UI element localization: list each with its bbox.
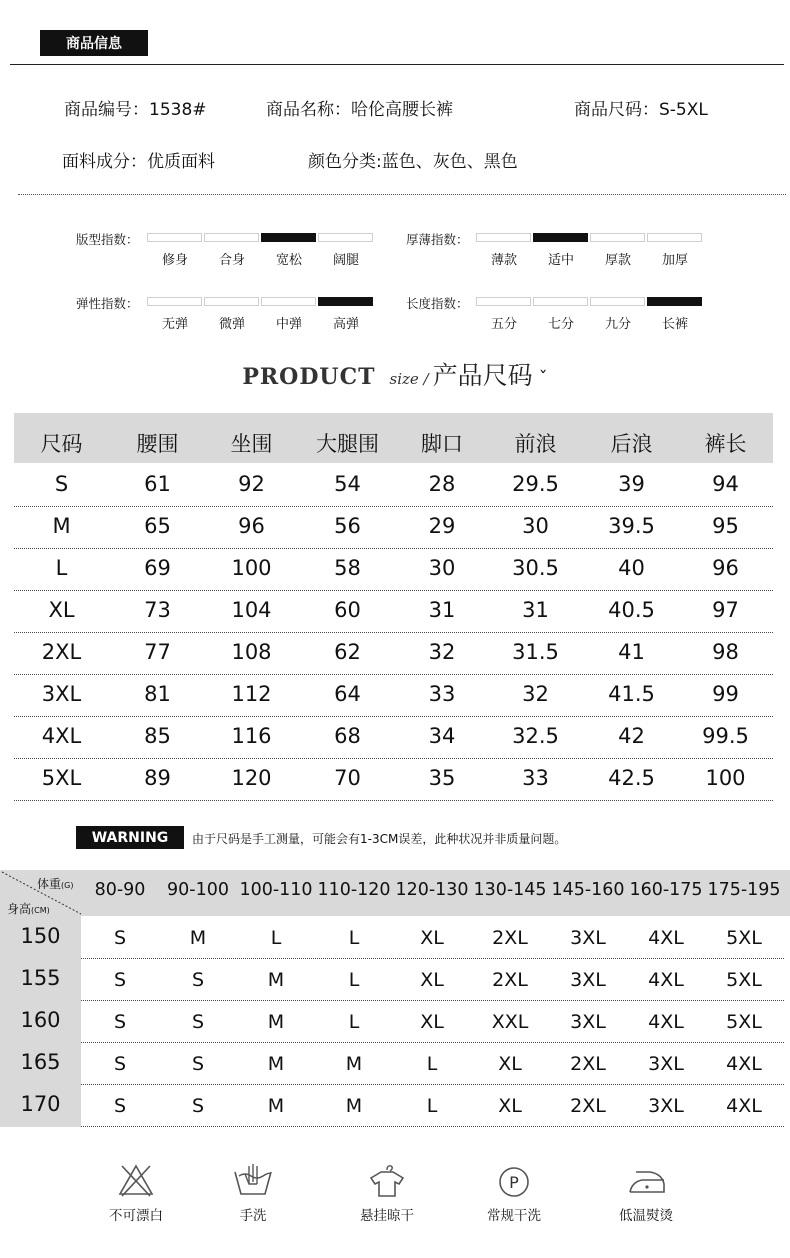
size-table-cell: 28 (428, 472, 456, 496)
care-label: 不可漂白 (109, 1208, 163, 1224)
product-size-range: 商品尺码：S-5XL (574, 100, 708, 120)
index-option-label: 中弹 (275, 317, 302, 332)
care-hang-dry (337, 1162, 437, 1224)
svg-text:P: P (509, 1173, 519, 1192)
height-axis-label (7, 900, 50, 917)
recommended-size-cell: 2XL (492, 969, 528, 991)
recommended-size-cell: 5XL (726, 969, 762, 991)
index-bar-selected (647, 297, 702, 306)
recommended-size-cell: L (348, 969, 360, 991)
size-table-cell: 30 (428, 556, 456, 580)
size-table-cell: 99 (712, 682, 739, 706)
recommended-size-cell: S (113, 1053, 127, 1075)
weight-range-header: 100-110 (239, 880, 313, 900)
size-label-cell: M (52, 514, 71, 538)
weight-range-header: 90-100 (167, 880, 229, 900)
recommended-size-cell: L (348, 927, 360, 949)
index-bar (261, 297, 316, 306)
size-table-cell: 64 (334, 682, 361, 706)
index-bar (204, 233, 259, 242)
hw-table-row-divider (81, 1000, 784, 1001)
index-option-label: 加厚 (661, 253, 688, 268)
size-table-cell: 96 (712, 556, 739, 580)
weight-range-header: 160-175 (629, 880, 703, 900)
recommended-size-cell: 3XL (570, 1011, 606, 1033)
index-option-label: 五分 (490, 317, 517, 332)
size-table-cell: 94 (712, 472, 739, 496)
size-table-cell: 54 (334, 472, 361, 496)
hang-dry-icon (367, 1162, 407, 1198)
hand-wash-icon (231, 1162, 275, 1198)
size-label-cell: 4XL (41, 724, 82, 748)
size-table-row-divider (14, 506, 773, 507)
recommended-size-cell: 4XL (726, 1053, 762, 1075)
size-table-row-divider (14, 758, 773, 759)
weight-range-header: 175-195 (707, 880, 781, 900)
no-bleach-icon (116, 1162, 156, 1198)
height-row-header: 150 (20, 924, 61, 948)
recommended-size-cell: XL (420, 969, 444, 991)
recommended-size-cell: 5XL (726, 927, 762, 949)
size-table-cell: 108 (231, 640, 272, 664)
recommended-size-cell: M (345, 1053, 363, 1075)
size-table-cell: 89 (144, 766, 171, 790)
index-option-label: 适中 (547, 253, 574, 268)
recommended-size-cell: 2XL (570, 1095, 606, 1117)
recommended-size-cell: S (191, 969, 205, 991)
recommended-size-cell: S (113, 969, 127, 991)
size-table-cell: 116 (231, 724, 272, 748)
size-table-cell: 96 (238, 514, 265, 538)
size-table-cell: 98 (712, 640, 739, 664)
size-label-cell: 2XL (41, 640, 82, 664)
hw-table-row-divider (81, 1042, 784, 1043)
height-label: 身高 (7, 902, 32, 916)
index-bar-selected (318, 297, 373, 306)
header-divider (10, 64, 784, 65)
recommended-size-cell: S (191, 1011, 205, 1033)
size-table-cell: 100 (705, 766, 746, 790)
weight-label: 体重 (37, 877, 62, 891)
size-table-row-divider (14, 590, 773, 591)
size-table-row-divider (14, 674, 773, 675)
heading-size: size / (389, 370, 429, 388)
index-bar (476, 233, 531, 242)
height-row-header: 165 (20, 1050, 61, 1074)
size-table-header: 坐围 (230, 432, 273, 456)
size-label-cell: XL (48, 598, 75, 622)
index-bar (147, 233, 202, 242)
recommended-size-cell: S (191, 1095, 205, 1117)
recommended-size-cell: L (348, 1011, 360, 1033)
index-bar-selected (261, 233, 316, 242)
size-table-cell: 39.5 (608, 514, 655, 538)
size-table-cell: 29 (428, 514, 456, 538)
index-option-label: 宽松 (275, 253, 302, 268)
warning-badge: WARNING (76, 826, 184, 849)
index-option-label: 九分 (604, 317, 631, 332)
warning-text: 由于尺码是手工测量，可能会有1-3CM误差，此种状况并非质量问题。 (192, 832, 567, 846)
size-table-cell: 56 (334, 514, 361, 538)
recommended-size-cell: 4XL (648, 969, 684, 991)
size-table-cell: 41.5 (608, 682, 655, 706)
index-bar-selected (533, 233, 588, 242)
recommended-size-cell: 2XL (570, 1053, 606, 1075)
size-table-header: 腰围 (136, 432, 179, 456)
recommended-size-cell: XL (498, 1053, 522, 1075)
recommended-size-cell: M (345, 1095, 363, 1117)
size-table-cell: 41 (618, 640, 645, 664)
size-table-cell: 100 (231, 556, 272, 580)
size-table-cell: 70 (334, 766, 361, 790)
size-table-cell: 33 (428, 682, 456, 706)
weight-range-header: 145-160 (551, 880, 625, 900)
recommended-size-cell: 5XL (726, 1011, 762, 1033)
height-row-header: 170 (20, 1092, 61, 1116)
recommended-size-cell: 3XL (648, 1053, 684, 1075)
dry-clean-icon (494, 1162, 534, 1198)
index-bar (647, 233, 702, 242)
recommended-size-cell: 2XL (492, 927, 528, 949)
size-label-cell: L (55, 556, 68, 580)
index-bar (590, 233, 645, 242)
size-table-cell: 31.5 (512, 640, 559, 664)
weight-unit: (G) (61, 881, 74, 890)
care-label: 常规干洗 (487, 1208, 541, 1224)
recommended-size-cell: M (267, 1095, 285, 1117)
index-option-label: 微弹 (218, 317, 245, 332)
size-table-cell: 97 (712, 598, 739, 622)
recommended-size-cell: 4XL (726, 1095, 762, 1117)
index-bar (476, 297, 531, 306)
index-bar (204, 297, 259, 306)
size-table-cell: 112 (231, 682, 272, 706)
size-table-cell: 81 (144, 682, 171, 706)
height-row-header: 155 (20, 966, 61, 990)
size-table-cell: 92 (238, 472, 265, 496)
size-table-cell: 39 (618, 472, 645, 496)
recommended-size-cell: XL (420, 1011, 444, 1033)
index-option-label: 阔腿 (332, 253, 359, 268)
recommended-size-cell: M (267, 1053, 285, 1075)
size-table-cell: 32 (428, 640, 456, 664)
recommended-size-cell: 4XL (648, 927, 684, 949)
size-table-cell: 42 (618, 724, 645, 748)
size-table-cell: 30 (522, 514, 549, 538)
index-option-label: 薄款 (490, 253, 517, 268)
product-name: 商品名称：哈伦高腰长裤 (266, 100, 453, 120)
size-label-cell: 5XL (41, 766, 82, 790)
size-label-cell: S (54, 472, 69, 496)
size-table-cell: 73 (144, 598, 171, 622)
index-bar (590, 297, 645, 306)
size-table-cell: 40 (618, 556, 645, 580)
index-title: 厚薄指数： (406, 232, 469, 247)
size-table-cell: 104 (231, 598, 272, 622)
size-table-cell: 68 (334, 724, 361, 748)
size-table-row-divider (14, 800, 773, 801)
index-option-label: 高弹 (332, 317, 359, 332)
size-table-cell: 61 (144, 472, 171, 496)
height-unit: (CM) (31, 906, 50, 915)
index-bar (533, 297, 588, 306)
recommended-size-cell: L (270, 927, 282, 949)
care-no-bleach (86, 1162, 186, 1224)
index-option-label: 合身 (218, 253, 245, 268)
size-table-cell: 34 (428, 724, 456, 748)
size-table-cell: 69 (144, 556, 171, 580)
size-table-header: 裤长 (704, 432, 747, 456)
size-table-cell: 95 (712, 514, 739, 538)
size-table-cell: 65 (144, 514, 171, 538)
product-size-heading (0, 356, 790, 392)
size-table-header: 大腿围 (316, 432, 379, 456)
fabric-info: 面料成分：优质面料 (62, 152, 215, 172)
heading-en: PRODUCT (242, 364, 376, 390)
info-divider (18, 194, 786, 195)
size-table-cell: 31 (428, 598, 456, 622)
size-table-cell: 31 (522, 598, 549, 622)
size-table-cell: 30.5 (512, 556, 559, 580)
index-option-label: 厚款 (604, 253, 631, 268)
height-row-header: 160 (20, 1008, 61, 1032)
hw-table-row-divider (81, 1084, 784, 1085)
recommended-size-cell: S (113, 1095, 127, 1117)
index-option-label: 七分 (547, 317, 574, 332)
size-table-cell: 60 (334, 598, 361, 622)
weight-range-header: 120-130 (395, 880, 469, 900)
recommended-size-cell: S (113, 1011, 127, 1033)
hw-table-row-divider (81, 958, 784, 959)
recommended-size-cell: L (426, 1053, 438, 1075)
recommended-size-cell: M (267, 1011, 285, 1033)
index-bar (318, 233, 373, 242)
section-label: 商品信息 (40, 30, 148, 56)
care-dry-clean (464, 1162, 564, 1224)
recommended-size-cell: XL (420, 927, 444, 949)
care-low-iron (596, 1162, 696, 1224)
recommended-size-cell: M (189, 927, 207, 949)
care-label: 悬挂晾干 (360, 1208, 414, 1224)
size-table-row-divider (14, 716, 773, 717)
size-table-cell: 99.5 (702, 724, 749, 748)
recommended-size-cell: M (267, 969, 285, 991)
size-table-cell: 40.5 (608, 598, 655, 622)
size-table-cell: 62 (334, 640, 361, 664)
size-table-cell: 35 (428, 766, 456, 790)
recommended-size-cell: 4XL (648, 1011, 684, 1033)
weight-range-header: 80-90 (94, 880, 146, 900)
recommended-size-cell: 3XL (648, 1095, 684, 1117)
size-table-cell: 42.5 (608, 766, 655, 790)
weight-range-header: 110-120 (317, 880, 391, 900)
recommended-size-cell: 3XL (570, 927, 606, 949)
index-option-label: 无弹 (161, 317, 188, 332)
index-bar (147, 297, 202, 306)
care-label: 手洗 (239, 1208, 267, 1224)
heading-mark: ˇ (538, 368, 548, 389)
index-option-label: 长裤 (661, 317, 688, 332)
hw-table-row-divider (81, 1126, 784, 1127)
size-table-row-divider (14, 548, 773, 549)
size-table-cell: 77 (144, 640, 171, 664)
size-table-header: 脚口 (421, 432, 463, 456)
weight-axis-label (37, 875, 73, 892)
low-iron-icon (624, 1162, 668, 1198)
size-table-cell: 32 (522, 682, 549, 706)
recommended-size-cell: XL (498, 1095, 522, 1117)
recommended-size-cell: L (426, 1095, 438, 1117)
color-options: 颜色分类:蓝色、灰色、黑色 (308, 152, 518, 172)
recommended-size-cell: XXL (491, 1011, 529, 1033)
index-option-label: 修身 (161, 253, 188, 268)
size-table-cell: 33 (522, 766, 549, 790)
size-label-cell: 3XL (41, 682, 82, 706)
index-title: 版型指数： (76, 232, 139, 247)
size-table-cell: 32.5 (512, 724, 559, 748)
size-table-cell: 120 (231, 766, 272, 790)
size-table-row-divider (14, 632, 773, 633)
recommended-size-cell: 3XL (570, 969, 606, 991)
weight-range-header: 130-145 (473, 880, 547, 900)
index-title: 长度指数： (406, 296, 469, 311)
recommended-size-cell: S (113, 927, 127, 949)
size-table-cell: 58 (334, 556, 361, 580)
recommended-size-cell: S (191, 1053, 205, 1075)
care-label: 低温熨烫 (619, 1208, 673, 1224)
size-table-header: 前浪 (514, 432, 557, 456)
index-title: 弹性指数： (76, 296, 139, 311)
size-table-header: 后浪 (610, 432, 653, 456)
size-table-header: 尺码 (40, 432, 83, 456)
heading-cn: 产品尺码 (432, 361, 533, 390)
size-table-cell: 85 (144, 724, 171, 748)
care-hand-wash (203, 1162, 303, 1224)
size-table-cell: 29.5 (512, 472, 559, 496)
product-code: 商品编号：1538# (64, 100, 207, 120)
